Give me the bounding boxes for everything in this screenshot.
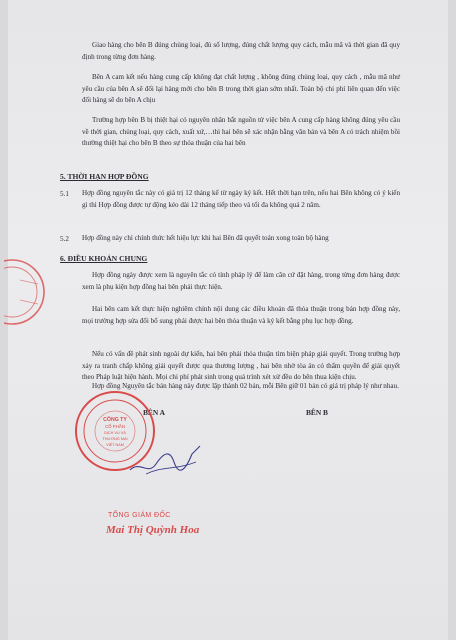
svg-text:VIỆT NAM: VIỆT NAM [106, 443, 124, 447]
clause-text: Hợp đồng nguyên tắc này có giá trị 12 tháng kể từ ngày ký kết. Hết thời hạn trên, nếu hai Bên không có ý kiến gì thì Hợp đồng được tự động kéo dài 12 tháng tiếp theo và tối đa không quá 2 năm. [82, 189, 400, 209]
section-heading: 5. THỜI HẠN HỢP ĐỒNG [60, 172, 149, 181]
svg-text:THƯƠNG MẠI: THƯƠNG MẠI [102, 437, 128, 441]
clause-text: Hợp đồng này chỉ chính thức hết hiệu lực khi hai Bên đã quyết toán xong toàn bộ hàng [82, 234, 329, 242]
paragraph: Hai bên cam kết thực hiện nghiêm chỉnh nội dung các điều khoản đã thỏa thuận trong bản hợp đồng này, mọi trường hợp sửa đổi bổ sung phải được hai bên thỏa thuận và ký kết bằng phụ lục hợp đồng. [82, 305, 400, 325]
svg-text:DỊCH VỤ VÀ: DỊCH VỤ VÀ [104, 431, 126, 435]
svg-text:CÔNG TY: CÔNG TY [103, 417, 127, 423]
svg-text:CỔ PHẦN: CỔ PHẦN [104, 424, 126, 429]
partial-stamp [4, 258, 50, 326]
party-a-label: BÊN A [143, 408, 165, 417]
paragraph: Giao hàng cho bên B đúng chủng loại, đủ số lượng, đúng chất lượng quy cách, mẫu mã và thời gian đã quy định trong từng đơn hàng. [82, 41, 400, 61]
clause-number: 5.2 [60, 235, 69, 243]
handwritten-signature [126, 440, 206, 482]
section-heading: 6. ĐIỀU KHOẢN CHUNG [60, 254, 148, 263]
paragraph: Nếu có vấn đề phát sinh ngoài dự kiến, hai bên phải thỏa thuận tìm biện pháp giải quyết. Trong trường hợp xảy ra tranh chấp không giải quyết được qua thương lượng , hai bên nhờ tòa án có thẩm quyền để giải quyết theo Pháp luật hiện hành. Mọi chi phí phát sinh trong quá trình xét xử đều do bên thua kiện chịu. [82, 350, 400, 382]
paragraph: Hợp đồng Nguyên tắc bán hàng này được lập thành 02 bản, mỗi Bên giữ 01 bản có giá trị pháp lý như nhau. [92, 382, 399, 390]
paragraph: Bên A cam kết nếu hàng cung cấp không đạt chất lượng , không đúng chủng loại, quy cách , mẫu mã như yêu cầu của bên A sẽ đổi lại hàng mới cho bên B trong thời gian sớm nhất. Toàn bộ chi phí liên quan đến việc đổi hàng sẽ do bên A chịu [82, 73, 400, 105]
paragraph: Trường hợp bên B bị thiệt hại có nguyên nhân bắt nguồn từ việc bên A cung cấp hàng không đúng yêu cầu về thời gian, chủng loại, quy cách, xuất xứ,…thì hai bên sẽ xác nhận bằng văn bản và bên A có trách nhiệm bồi thường thiệt hại cho bên B theo sự thỏa thuận của hai bên [82, 116, 400, 148]
document-page [8, 0, 448, 640]
clause-number: 5.1 [60, 190, 69, 198]
party-b-label: BÊN B [306, 408, 328, 417]
signatory-title: TỔNG GIÁM ĐỐC [108, 512, 171, 519]
signatory-name: Mai Thị Quỳnh Hoa [106, 524, 200, 536]
paragraph: Hợp đồng ngày được xem là nguyên tắc có tính pháp lý để làm căn cứ đặt hàng, trong từng đơn hàng được xem là phụ kiện hợp đồng hai bên phải thực hiện. [82, 271, 400, 291]
